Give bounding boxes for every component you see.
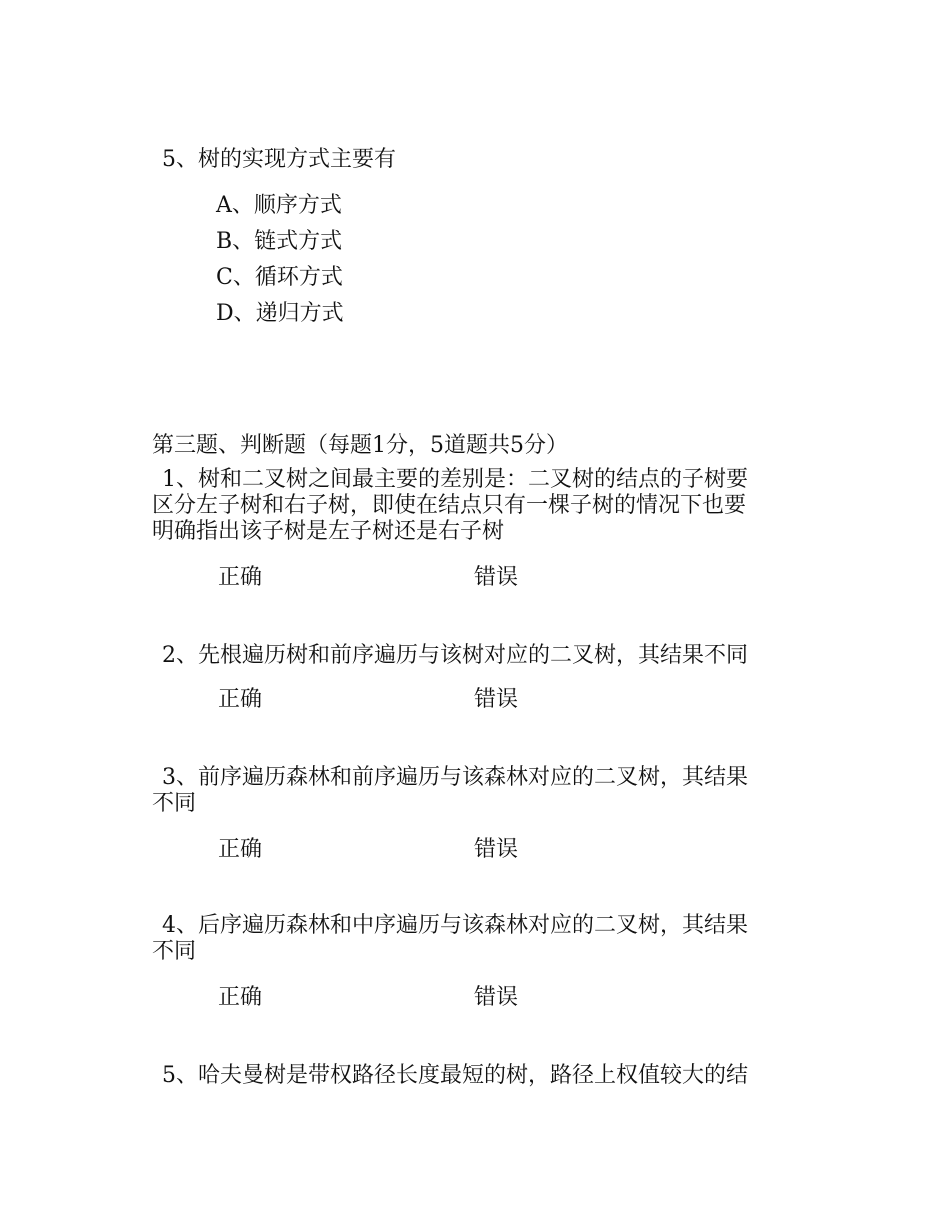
section-heading: 第三题、判断题（每题1分，5道题共5分）: [152, 433, 568, 458]
false-option[interactable]: 错误: [474, 837, 519, 862]
true-option[interactable]: 正确: [218, 565, 263, 590]
true-option[interactable]: 正确: [218, 687, 263, 712]
true-option[interactable]: 正确: [218, 837, 263, 862]
true-option[interactable]: 正确: [218, 985, 263, 1010]
false-option[interactable]: 错误: [474, 687, 519, 712]
question-text: 3、前序遍历森林和前序遍历与该森林对应的二叉树，其结果: [162, 765, 748, 790]
false-option[interactable]: 错误: [474, 565, 519, 590]
question-text: 明确指出该子树是左子树还是右子树: [152, 519, 505, 544]
question-text: 5、哈夫曼树是带权路径长度最短的树，路径上权值较大的结: [162, 1063, 748, 1088]
option-c[interactable]: C、循环方式: [216, 265, 343, 290]
question-stem: 5、树的实现方式主要有: [162, 147, 396, 172]
question-text: 1、树和二叉树之间最主要的差别是：二叉树的结点的子树要: [162, 467, 748, 492]
question-text: 4、后序遍历森林和中序遍历与该森林对应的二叉树，其结果: [162, 913, 748, 938]
option-a[interactable]: A、顺序方式: [216, 193, 342, 218]
option-b[interactable]: B、链式方式: [216, 229, 343, 254]
question-text: 区分左子树和右子树，即使在结点只有一棵子树的情况下也要: [152, 493, 747, 518]
question-text: 2、先根遍历树和前序遍历与该树对应的二叉树，其结果不同: [162, 643, 748, 668]
question-text: 不同: [152, 791, 197, 816]
option-d[interactable]: D、递归方式: [216, 301, 344, 326]
question-text: 不同: [152, 939, 197, 964]
false-option[interactable]: 错误: [474, 985, 519, 1010]
